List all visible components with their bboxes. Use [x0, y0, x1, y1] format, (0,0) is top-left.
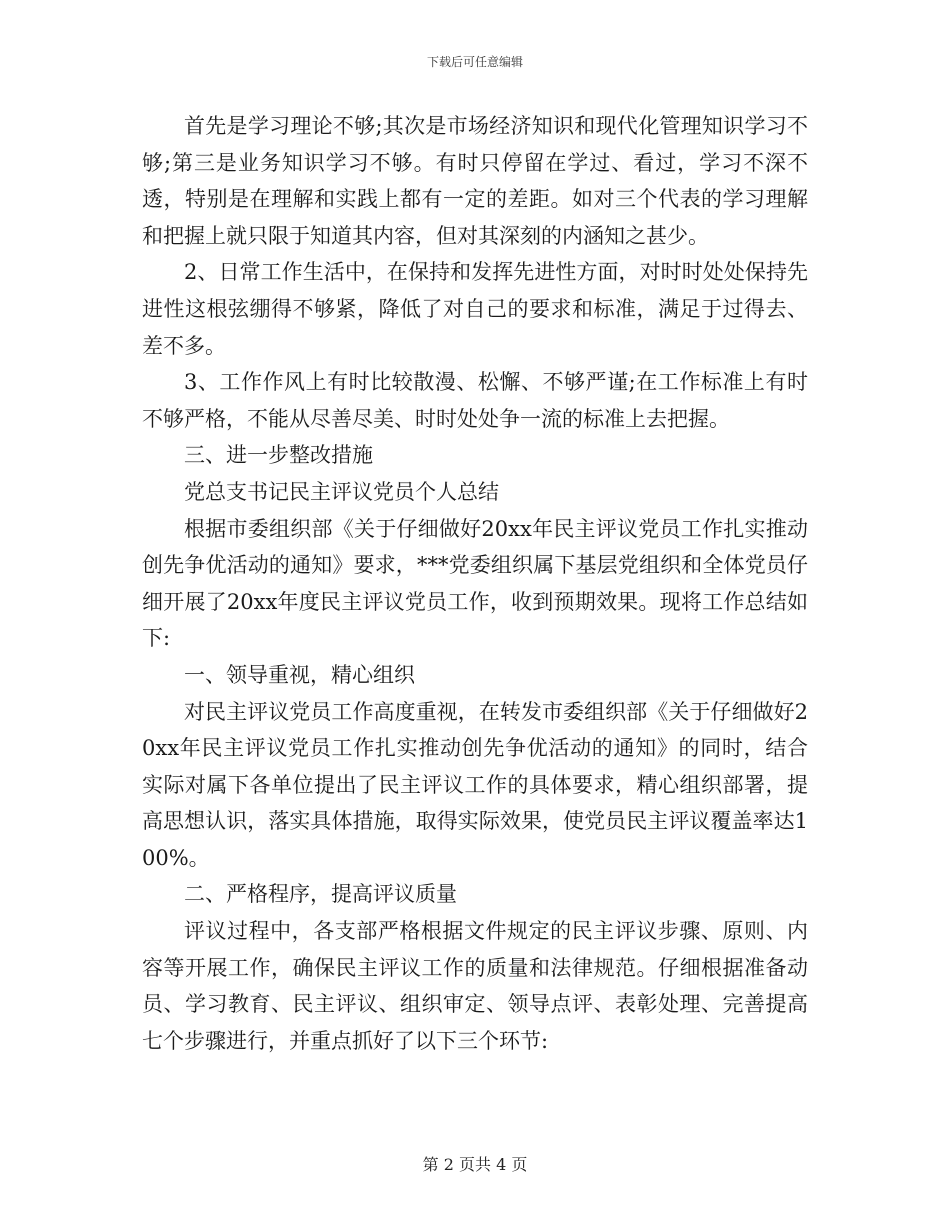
- paragraph-point-2: 2、日常工作生活中，在保持和发挥先进性方面，对时时处处保持先进性这根弦绷得不够紧，降低了对自己的要求和标准，满足于过得去、差不多。: [142, 260, 808, 358]
- page-header: 下载后可任意编辑: [426, 55, 523, 69]
- paragraph-leadership: 对民主评议党员工作高度重视，在转发市委组织部《关于仔细做好20xx年民主评议党员工作扎实推动创先争优活动的通知》的同时，结合实际对属下各单位提出了民主评议工作的具体要求，精心组织部署，提高思想认识，落实具体措施，取得实际效果，使党员民主评议覆盖率达100%。: [142, 699, 808, 870]
- paragraph-intro: 根据市委组织部《关于仔细做好20xx年民主评议党员工作扎实推动创先争优活动的通知》要求，***党委组织属下基层党组织和全体党员仔细开展了20xx年度民主评议党员工作，收到预期效果。现将工作总结如下:: [142, 516, 808, 651]
- section-heading-procedure: 二、严格程序，提高评议质量: [184, 882, 457, 907]
- paragraph-point-3: 3、工作作风上有时比较散漫、松懈、不够严谨;在工作标准上有时不够严格，不能从尽善尽美、时时处处争一流的标准上去把握。: [142, 370, 808, 431]
- paragraph-procedure: 评议过程中，各支部严格根据文件规定的民主评议步骤、原则、内容等开展工作，确保民主评议工作的质量和法律规范。仔细根据准备动员、学习教育、民主评议、组织审定、领导点评、表彰处理、完善提高七个步骤进行，并重点抓好了以下三个环节:: [142, 919, 808, 1053]
- section-heading-rectification: 三、进一步整改措施: [184, 443, 373, 468]
- document-body: [142, 108, 808, 1059]
- paragraph-study-shortcomings: 首先是学习理论不够;其次是市场经济知识和现代化管理知识学习不够;第三是业务知识学习不够。有时只停留在学过、看过，学习不深不透，特别是在理解和实践上都有一定的差距。如对三个代表的学习理解和把握上就只限于知道其内容，但对其深刻的内涵知之甚少。: [142, 114, 808, 248]
- document-subtitle: 党总支书记民主评议党员个人总结: [184, 479, 499, 504]
- page-number-footer: 第 2 页共 4 页: [422, 1155, 528, 1174]
- section-heading-leadership: 一、领导重视，精心组织: [184, 662, 415, 687]
